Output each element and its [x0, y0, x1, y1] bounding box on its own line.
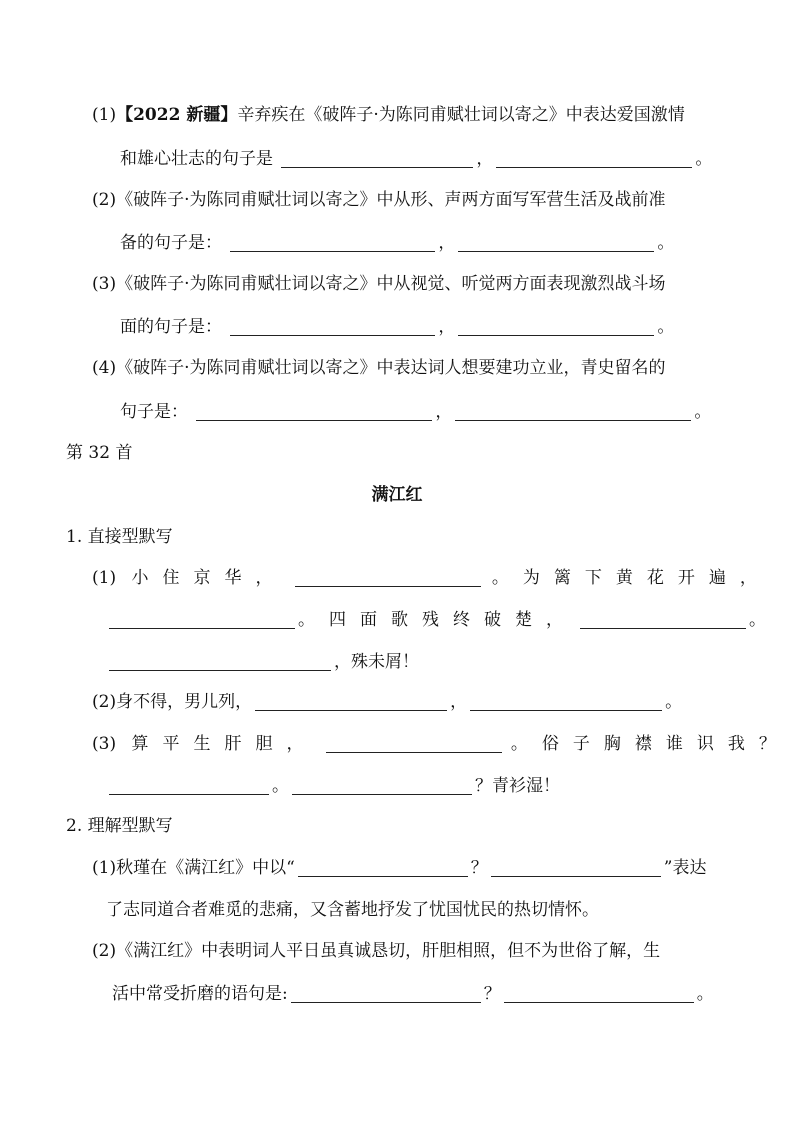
q1-source-tag: 【2022 新疆】: [116, 105, 238, 125]
s1q1-text: ，殊未屑！: [334, 652, 419, 672]
answer-blank[interactable]: [491, 854, 661, 877]
q2-line2: [120, 226, 674, 260]
s2q2-number: (2): [92, 941, 117, 961]
answer-blank[interactable]: [109, 772, 269, 795]
s1q1-text: 小住京华，: [131, 568, 287, 588]
answer-blank[interactable]: [458, 313, 654, 336]
punct: ，: [435, 402, 453, 422]
punct: 。: [657, 317, 675, 337]
answer-blank[interactable]: [458, 229, 654, 252]
s1q1-line3: [106, 645, 419, 679]
s2q1-number: (1): [92, 858, 117, 878]
q2-line1: [92, 183, 666, 217]
q3-text-cont: 面的句子是：: [120, 317, 222, 337]
s2q1-text: 秋瑾在《满江红》中以“: [116, 858, 295, 878]
punct: ，: [476, 149, 494, 169]
s1q3-line2: [106, 769, 560, 803]
s2q1-line1: [92, 851, 707, 885]
q3-line2: [120, 310, 674, 344]
answer-blank[interactable]: [580, 606, 746, 629]
q1-line1: [92, 98, 685, 132]
answer-blank[interactable]: [291, 980, 481, 1003]
s2q1-text: ”表达: [663, 858, 707, 878]
s1q1-text: 。四面歌残终破楚，: [298, 610, 577, 630]
answer-blank[interactable]: [109, 606, 295, 629]
s1q1-line2: [106, 603, 766, 637]
s1q2-line1: [92, 685, 682, 719]
s2q2-text: 《满江红》中表明词人平日虽真诚恳切，肝胆相照，但不为世俗了解，生: [116, 941, 661, 961]
punct: 。: [694, 402, 712, 422]
s1q1-text: 。为篱下黄花开遍，: [491, 568, 771, 588]
q1-text-cont: 和雄心壮志的句子是: [120, 149, 273, 169]
q4-number: (4): [92, 358, 117, 378]
q2-text-cont: 备的句子是：: [120, 233, 222, 253]
q3-number: (3): [92, 274, 117, 294]
q1-text: 辛弃疾在《破阵子·为陈同甫赋壮词以寄之》中表达爱国激情: [237, 105, 685, 125]
punct: 。: [695, 149, 713, 169]
s1q3-text: 。俗子胸襟谁识我？: [510, 734, 790, 754]
answer-blank[interactable]: [326, 730, 502, 753]
q1-number: (1): [92, 105, 117, 125]
punct: ？: [470, 858, 488, 878]
s1q3-text: ？青衫湿！: [475, 776, 560, 796]
answer-blank[interactable]: [230, 229, 435, 252]
s1q3-text: 算平生肝胆，: [131, 734, 318, 754]
s1q3-line1: [92, 727, 790, 761]
answer-blank[interactable]: [281, 145, 473, 168]
answer-blank[interactable]: [255, 688, 447, 711]
poem-title: 满江红: [371, 485, 423, 505]
punct: ？: [483, 984, 501, 1004]
punct: ，: [438, 317, 456, 337]
q4-line1: [92, 351, 666, 385]
section2-heading: 2. 理解型默写: [66, 816, 173, 836]
answer-blank[interactable]: [109, 648, 331, 671]
s1q1-line1: [92, 561, 771, 595]
punct: 。: [696, 984, 714, 1004]
punct: 。: [272, 776, 289, 796]
s2q1-line2: 了志同道合者难觅的悲痛，又含蓄地抒发了忧国忧民的热切情怀。: [106, 900, 599, 920]
q2-text: 《破阵子·为陈同甫赋壮词以寄之》中从形、声两方面写军营生活及战前准: [116, 190, 666, 210]
answer-blank[interactable]: [230, 313, 435, 336]
s1q3-number: (3): [92, 734, 117, 754]
punct: ，: [450, 692, 468, 712]
answer-blank[interactable]: [295, 564, 481, 587]
answer-blank[interactable]: [298, 854, 468, 877]
s2q2-text-cont: 活中常受折磨的语句是:: [112, 984, 288, 1004]
s2q2-line2: [112, 977, 714, 1011]
q3-line1: [92, 267, 666, 301]
punct: ，: [438, 233, 456, 253]
q1-line2: [120, 142, 712, 176]
answer-blank[interactable]: [292, 772, 472, 795]
s2q2-line1: [92, 934, 660, 968]
s1q2-number: (2): [92, 692, 117, 712]
q4-line2: [120, 395, 711, 429]
q4-text: 《破阵子·为陈同甫赋壮词以寄之》中表达词人想要建功立业，青史留名的: [116, 358, 666, 378]
s1q1-number: (1): [92, 568, 117, 588]
answer-blank[interactable]: [196, 398, 432, 421]
answer-blank[interactable]: [455, 398, 691, 421]
answer-blank[interactable]: [504, 980, 694, 1003]
q4-text-cont: 句子是：: [120, 402, 188, 422]
answer-blank[interactable]: [496, 145, 692, 168]
punct: 。: [657, 233, 675, 253]
punct: 。: [665, 692, 683, 712]
poem-number: 第 32 首: [66, 443, 133, 463]
s1q2-text: 身不得，男儿列，: [116, 692, 253, 712]
q3-text: 《破阵子·为陈同甫赋壮词以寄之》中从视觉、听觉两方面表现激烈战斗场: [116, 274, 666, 294]
q2-number: (2): [92, 190, 117, 210]
section1-heading: 1. 直接型默写: [66, 527, 173, 547]
answer-blank[interactable]: [470, 688, 662, 711]
punct: 。: [749, 610, 766, 630]
